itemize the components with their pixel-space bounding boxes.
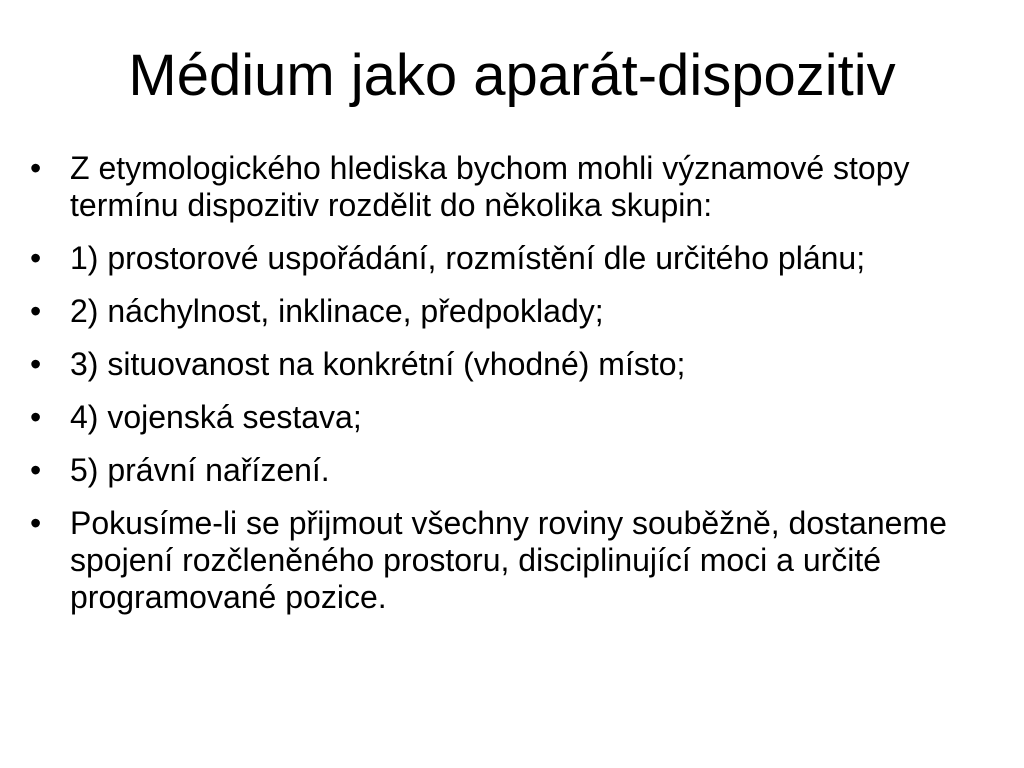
bullet-item	[30, 399, 1020, 436]
bullet-icon: •	[30, 240, 42, 276]
slide-title: Médium jako aparát-dispozitiv	[128, 43, 896, 108]
bullet-text: 3) situovanost na konkrétní (vhodné) místo;	[70, 346, 686, 382]
bullet-item	[30, 293, 1020, 330]
bullet-icon: •	[30, 505, 42, 541]
bullet-item	[30, 505, 1020, 616]
bullet-text: 2) náchylnost, inklinace, předpoklady;	[70, 293, 604, 329]
bullet-text: Z etymologického hlediska bychom mohli významové stopy termínu dispozitiv rozdělit do několika skupin:	[70, 150, 910, 223]
bullet-icon: •	[30, 346, 42, 382]
bullet-item	[30, 346, 1020, 383]
bullet-icon: •	[30, 399, 42, 435]
bullet-text: 5) právní nařízení.	[70, 452, 330, 488]
bullet-icon: •	[30, 150, 42, 186]
bullet-icon: •	[30, 293, 42, 329]
bullet-text: Pokusíme-li se přijmout všechny roviny souběžně, dostaneme spojení rozčleněného prostoru, disciplinující moci a určité programované pozice.	[70, 505, 947, 615]
bullet-icon: •	[30, 452, 42, 488]
bullet-item	[30, 150, 1020, 224]
bullet-item	[30, 240, 1020, 277]
bullet-text: 4) vojenská sestava;	[70, 399, 362, 435]
bullet-item	[30, 452, 1020, 489]
bullet-text: 1) prostorové uspořádání, rozmístění dle určitého plánu;	[70, 240, 866, 276]
bullet-list	[30, 150, 1020, 632]
